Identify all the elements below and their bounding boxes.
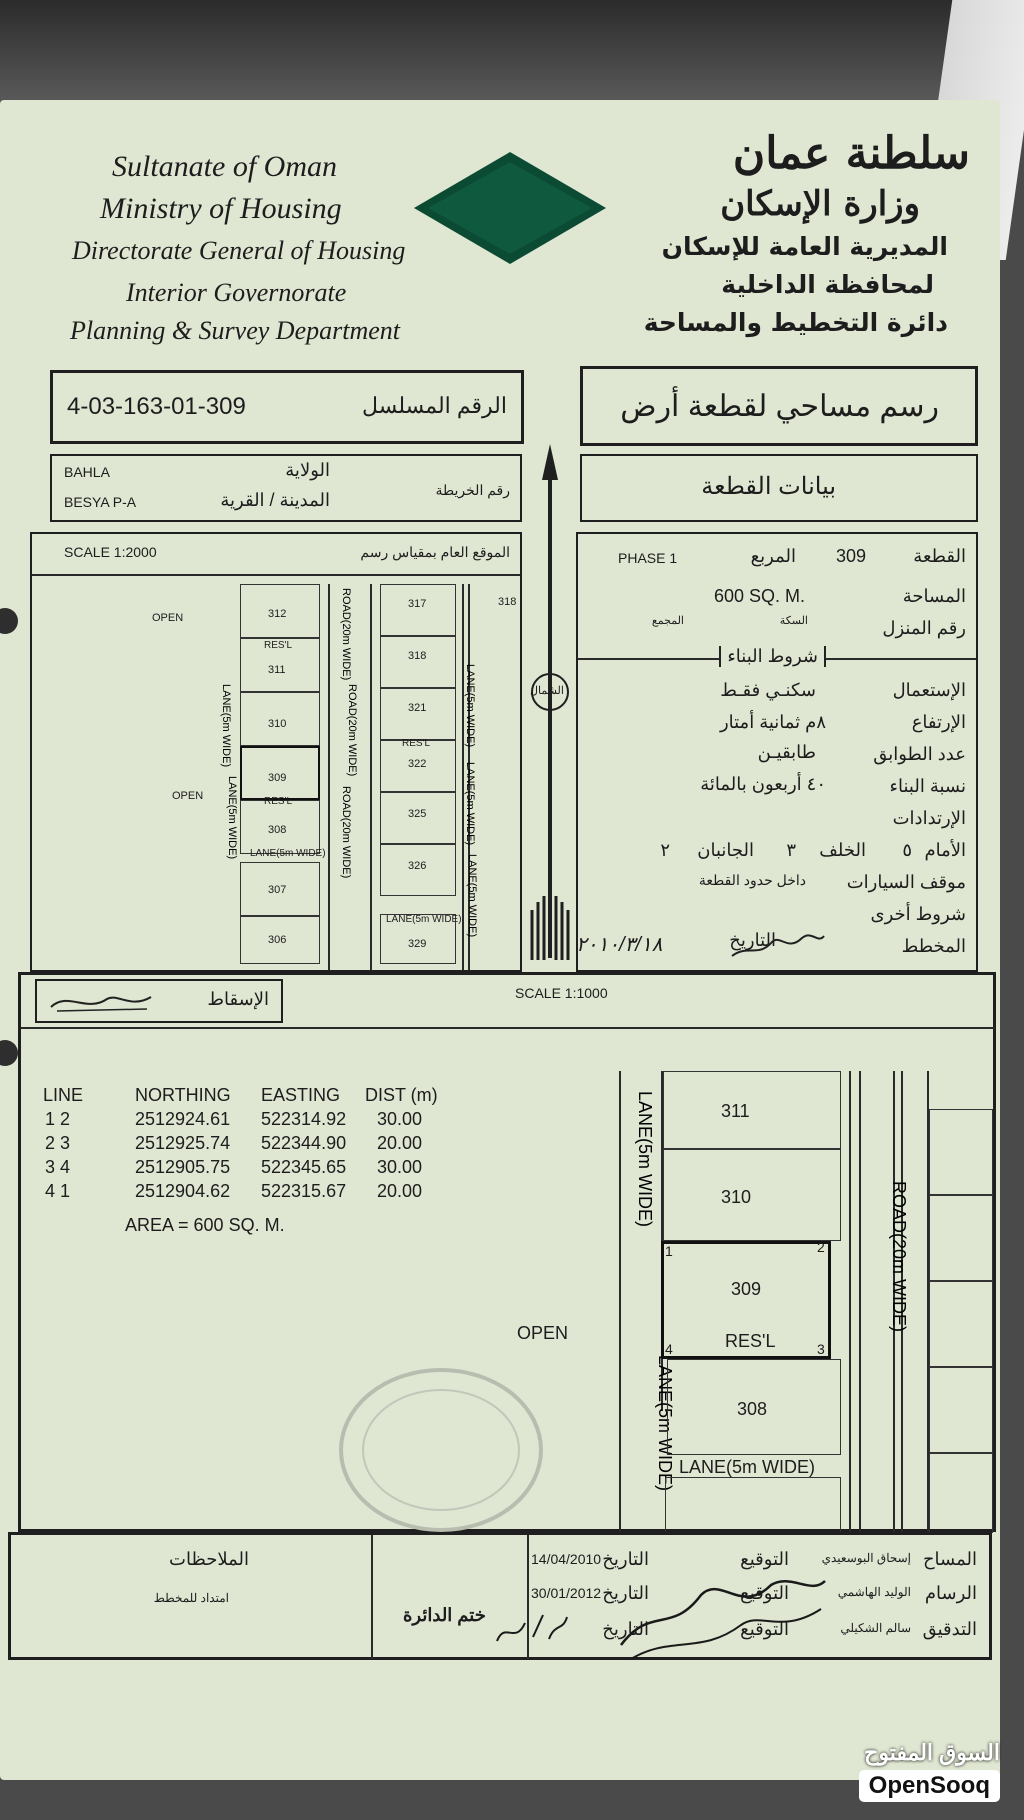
site-resl-label: RES'L xyxy=(264,796,293,807)
site-lane-label: LANE(5m WIDE) xyxy=(226,776,238,860)
condition-value: ٨م ثمانية أمتار xyxy=(719,712,826,732)
site-plot-label: 317 xyxy=(408,598,427,610)
condition-label: الإستعمال xyxy=(892,680,966,700)
site-plot-label: 326 xyxy=(408,860,427,872)
parking-value: داخل حدود القطعة xyxy=(698,872,806,888)
detail-scale: SCALE 1:1000 xyxy=(515,985,608,1001)
header-en-line: Directorate General of Housing xyxy=(72,236,406,265)
projection-label-box xyxy=(35,979,283,1023)
planner-date-value: ٢٠١٠/٣/١٨ xyxy=(576,934,663,956)
block-label: المربع xyxy=(750,546,796,566)
serial-value: 4-03-163-01-309 xyxy=(67,393,246,420)
detail-plot-label: 308 xyxy=(737,1399,768,1419)
detail-plot xyxy=(663,1149,841,1241)
coord-easting: 522315.67 xyxy=(261,1181,347,1201)
watermark-ar: السوق المفتوح xyxy=(864,1740,1000,1765)
projection-label: الإسقاط xyxy=(207,989,269,1009)
signature-role: المساح xyxy=(922,1549,977,1569)
coord-easting: 522345.65 xyxy=(261,1157,347,1177)
handwritten-signatures xyxy=(611,1565,831,1665)
signature-name: إسحاق البوسعيدي xyxy=(821,1551,911,1565)
site-open-label: OPEN xyxy=(172,790,204,802)
setback-back-label: الخلف xyxy=(819,840,866,860)
site-plot-label: 312 xyxy=(268,608,287,620)
site-plot-label: 306 xyxy=(268,934,287,946)
site-plot-label: 307 xyxy=(268,884,287,896)
signature-date-label: التاريخ xyxy=(602,1549,649,1569)
coord-line: 1 2 xyxy=(45,1109,71,1129)
site-lane-label: LANE(5m WIDE) xyxy=(466,854,478,938)
condition-label: الإرتفاع xyxy=(911,712,966,732)
coord-northing: 2512904.62 xyxy=(135,1181,231,1201)
plot-number-value: 309 xyxy=(835,546,866,566)
wilayat-value: BAHLA xyxy=(64,464,110,480)
ministry-emblem xyxy=(410,148,610,268)
planner-date-label: التاريخ xyxy=(729,930,776,950)
header-ar-line: دائرة التخطيط والمساحة xyxy=(643,308,948,337)
signature-date-label: التاريخ xyxy=(602,1619,649,1639)
notes-label: الملاحظات xyxy=(169,1549,249,1569)
watermark-en: OpenSooq xyxy=(859,1770,1000,1802)
detail-open-label: OPEN xyxy=(517,1323,569,1343)
planner-signature xyxy=(728,924,828,964)
stamp-date-handwriting xyxy=(491,1601,571,1651)
signatures-section xyxy=(8,1532,992,1660)
site-plot-label: 325 xyxy=(408,808,427,820)
site-road-label: ROAD(20m WIDE) xyxy=(340,588,352,681)
site-plot-label: 322 xyxy=(408,758,427,770)
site-plot-label: 311 xyxy=(268,664,286,676)
detail-road-label: ROAD(20m WIDE) xyxy=(889,1181,909,1333)
site-plot-label: 310 xyxy=(268,718,287,730)
background-top xyxy=(0,0,1024,110)
coord-dist: 30.00 xyxy=(377,1109,423,1129)
area-label: المساحة xyxy=(902,586,966,606)
survey-document xyxy=(0,100,1000,1780)
punch-hole xyxy=(0,608,18,634)
site-map-title: الموقع العام بمقياس رسم xyxy=(360,544,510,560)
planner-label: المخطط xyxy=(901,936,966,956)
coord-northing: 2512924.61 xyxy=(135,1109,231,1129)
coord-line: 2 3 xyxy=(45,1133,71,1153)
header-en-line: Sultanate of Oman xyxy=(112,150,337,183)
wilayat-label: الولاية xyxy=(285,460,330,480)
condition-label: الإرتدادات xyxy=(892,808,966,828)
detail-resl-label: RES'L xyxy=(725,1331,776,1351)
house-number-label: رقم المنزل xyxy=(882,618,966,638)
signature-date: 14/04/2010 xyxy=(531,1551,602,1567)
doc-title-box xyxy=(580,366,978,446)
plot-number-label: القطعة xyxy=(913,546,966,566)
detail-plot xyxy=(929,1453,993,1533)
coord-dist: 30.00 xyxy=(377,1157,423,1177)
condition-label: عدد الطوابق xyxy=(873,744,966,764)
mujamma-label: المجمع xyxy=(651,615,684,627)
coord-dist: 20.00 xyxy=(377,1133,423,1153)
header-en-line: Interior Governorate xyxy=(126,278,347,307)
building-conditions-title: شروط البناء xyxy=(719,646,826,667)
doc-title: رسم مساحي لقطعة أرض xyxy=(620,390,939,423)
site-resl-label: RES'L xyxy=(264,640,293,651)
signature-sign-label: التوقيع xyxy=(740,1619,789,1639)
coord-easting: 522314.92 xyxy=(261,1109,347,1129)
header-ar-title: سلطنة عمان xyxy=(732,128,970,179)
coord-header: LINE xyxy=(43,1085,84,1105)
projection-signature xyxy=(47,987,157,1017)
detail-plot-label: 310 xyxy=(721,1187,752,1207)
signature-sign-label: التوقيع xyxy=(740,1583,789,1603)
condition-value: ٤٠ أربعون بالمائة xyxy=(700,774,826,794)
site-plot-label: 308 xyxy=(268,824,287,836)
stamp-label: ختم الدائرة xyxy=(403,1605,486,1625)
detail-plot xyxy=(929,1195,993,1281)
notes-value: امتداد للمخطط xyxy=(153,1591,229,1605)
north-arrow xyxy=(520,440,580,985)
setback-front-value: ٥ xyxy=(902,840,912,860)
town-value: BESYA P-A xyxy=(64,494,137,510)
signature-role: الرسام xyxy=(924,1583,977,1603)
projection-section xyxy=(18,972,996,1532)
serial-label: الرقم المسلسل xyxy=(362,393,507,418)
header-ar-ministry: وزارة الإسكان xyxy=(720,184,920,224)
faint-seal xyxy=(331,1365,551,1535)
coord-area: AREA = 600 SQ. M. xyxy=(125,1215,285,1235)
site-map-scale: SCALE 1:2000 xyxy=(64,544,157,560)
site-lane-label: LANE(5m WIDE) xyxy=(220,684,232,768)
site-plot-label: 329 xyxy=(408,938,427,950)
sikka-label: السكة xyxy=(779,615,808,627)
setback-sides-value: ٢ xyxy=(660,840,670,860)
signature-role: التدقيق xyxy=(922,1619,977,1639)
detail-plot-label: 309 xyxy=(731,1279,762,1299)
site-plot-label: 309 xyxy=(268,772,287,784)
corner-label: 3 xyxy=(817,1341,825,1357)
detail-plot xyxy=(663,1071,841,1149)
site-map xyxy=(30,532,522,972)
signature-name: سالم الشكيلي xyxy=(840,1621,911,1635)
signature-name: الوليد الهاشمي xyxy=(837,1585,911,1599)
corner-label: 1 xyxy=(665,1243,673,1259)
site-resl-label: RES'L xyxy=(402,738,431,749)
plot-data-title: بيانات القطعة xyxy=(701,473,836,500)
condition-value: طابقيـن xyxy=(757,742,816,762)
site-road-label: ROAD(20m WIDE) xyxy=(340,786,352,879)
plot-data-box xyxy=(576,532,978,972)
coord-northing: 2512905.75 xyxy=(135,1157,231,1177)
detail-lane-label: LANE(5m WIDE) xyxy=(679,1457,816,1477)
setback-front-label: الأمام xyxy=(924,840,966,860)
punch-hole xyxy=(0,1040,18,1066)
corner-label: 2 xyxy=(817,1239,825,1255)
detail-plot xyxy=(929,1367,993,1453)
detail-plot xyxy=(929,1109,993,1195)
site-lane-label: LANE(5m WIDE) xyxy=(464,664,476,748)
signature-date-label: التاريخ xyxy=(602,1583,649,1603)
coord-northing: 2512925.74 xyxy=(135,1133,231,1153)
corner-label: 4 xyxy=(665,1341,673,1357)
plot-data-title-box xyxy=(580,454,978,522)
coord-easting: 522344.90 xyxy=(261,1133,347,1153)
detail-plot xyxy=(929,1281,993,1367)
site-lane-label: LANE(5m WIDE) xyxy=(386,914,462,925)
coord-header: NORTHING xyxy=(135,1085,231,1105)
header-en-line: Planning & Survey Department xyxy=(70,316,400,345)
condition-value: سكنـي فقـط xyxy=(720,680,816,700)
town-label: المدينة / القرية xyxy=(220,490,330,510)
block-value: PHASE 1 xyxy=(618,550,678,566)
site-plot-label: 318 xyxy=(498,596,517,608)
header-ar-line: لمحافظة الداخلية xyxy=(721,270,934,299)
coord-dist: 20.00 xyxy=(377,1181,423,1201)
map-number-label: رقم الخريطة xyxy=(435,482,510,498)
site-open-label: OPEN xyxy=(152,612,184,624)
site-mid-plots xyxy=(380,584,456,964)
north-label: الشمال xyxy=(530,685,564,697)
header-ar-line: المديرية العامة للإسكان xyxy=(661,232,948,261)
parking-label: موقف السيارات xyxy=(846,872,966,892)
serial-box xyxy=(50,370,524,444)
setback-sides-label: الجانبان xyxy=(697,840,754,860)
coord-line: 3 4 xyxy=(45,1157,71,1177)
setback-back-value: ٣ xyxy=(786,840,796,860)
detail-plot xyxy=(665,1477,841,1533)
signature-sign-label: التوقيع xyxy=(740,1549,789,1569)
site-lane-label: LANE(5m WIDE) xyxy=(250,848,326,859)
area-value: 600 SQ. M. xyxy=(714,586,806,606)
signature-date: 30/01/2012 xyxy=(531,1585,602,1601)
site-plot-label: 318 xyxy=(408,650,427,662)
coord-header: EASTING xyxy=(261,1085,341,1105)
other-conditions-label: شروط أخرى xyxy=(870,904,966,924)
site-plot-label: 321 xyxy=(408,702,427,714)
detail-plot-label: 311 xyxy=(721,1101,750,1121)
detail-lane-label: LANE(5m WIDE) xyxy=(655,1355,675,1492)
header-en-line: Ministry of Housing xyxy=(100,192,342,225)
detail-lane-label: LANE(5m WIDE) xyxy=(635,1091,655,1228)
location-box xyxy=(50,454,522,522)
condition-label: نسبة البناء xyxy=(889,776,966,796)
site-lane-label: LANE(5m WIDE) xyxy=(464,762,476,846)
opensooq-watermark xyxy=(859,1740,1000,1802)
site-road-label: ROAD(20m WIDE) xyxy=(346,684,358,777)
coord-line: 4 1 xyxy=(45,1181,71,1201)
coord-header: DIST (m) xyxy=(365,1085,438,1105)
